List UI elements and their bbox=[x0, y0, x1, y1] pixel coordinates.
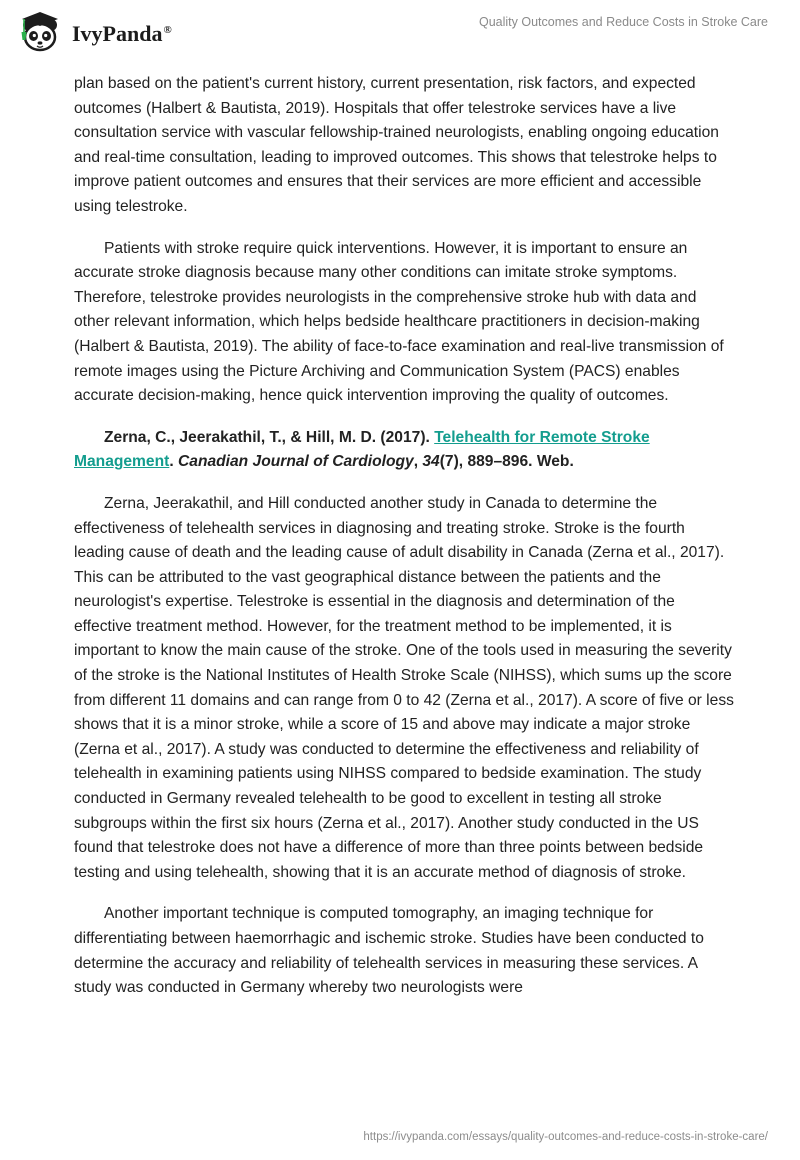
paragraph: Patients with stroke require quick interventions. However, it is important to ensure an accurate stroke diagnosis because many other conditions can imitate stroke symptoms. Therefore, telestroke provides neurologists in the comprehensive stroke hub with data and other relevant information, which helps bedside healthcare practitioners in decision-making (Halbert & Bautista, 2019). The ability of face-to-face examination and real-live transmission of remote images using the Picture Archiving and Communication System (PACS) enables accurate decision-making, hence quick intervention improving the quality of outcomes. bbox=[74, 239, 724, 405]
reference-pages: (7), 889–896. Web. bbox=[439, 453, 574, 471]
reference-authors: Zerna, C., Jeerakathil, T., & Hill, M. D. (2017). bbox=[104, 428, 430, 446]
page-header bbox=[0, 0, 800, 60]
reference-citation bbox=[74, 426, 734, 475]
reference-link[interactable]: Telehealth for Remote Stroke Management bbox=[74, 428, 650, 471]
paragraph: Another important technique is computed tomography, an imaging technique for differentiating between haemorrhagic and ischemic stroke. Studies have been conducted to determine the accuracy and reliability of telehealth services in measuring these services. A study was conducted in Germany whereby two neurologists were bbox=[74, 905, 704, 997]
registered-mark: ® bbox=[163, 23, 172, 36]
essay-body bbox=[74, 72, 734, 1018]
panda-graduate-icon bbox=[12, 8, 68, 56]
paragraph-continued: plan based on the patient's current history, current presentation, risk factors, and expected outcomes (Halbert & Bautista, 2019). Hospitals that offer telestroke services have a live consultation service with vascular fellowship-trained neurologists, enabling ongoing education and real-time consultation, leading to improved outcomes. This shows that telestroke helps to improve patient outcomes and ensures that their services are more efficient and accessible using telestroke. bbox=[74, 75, 719, 215]
source-url[interactable]: https://ivypanda.com/essays/quality-outcomes-and-reduce-costs-in-stroke-care/ bbox=[363, 1131, 768, 1143]
reference-journal: Canadian Journal of Cardiology bbox=[178, 453, 414, 471]
reference-separator: , bbox=[413, 453, 423, 471]
brand-name: IvyPanda® bbox=[72, 21, 172, 46]
reference-volume: 34 bbox=[422, 453, 440, 471]
document-title: Quality Outcomes and Reduce Costs in Stroke Care bbox=[478, 15, 768, 29]
paragraph: Zerna, Jeerakathil, and Hill conducted another study in Canada to determine the effectiveness of telehealth services in diagnosing and treating stroke. Stroke is the fourth leading cause of death and the leading cause of adult disability in Canada (Zerna et al., 2017). This can be attributed to the vast geographical distance between the patients and the neurologist's expertise. Telestroke is essential in the diagnosis and determination of the effective treatment method. However, for the treatment method to be implemented, it is important to know the main cause of the stroke. One of the tools used in measuring the severity of the stroke is the National Institutes of Health Stroke Scale (NIHSS), which sums up the score from different 11 domains and can range from 0 to 42 (Zerna et al., 2017). A score of five or less shows that it is a minor stroke, while a score of 15 and above may indicate a major stroke (Zerna et al., 2017). A study was conducted to determine the effectiveness and reliability of telehealth in examining patients using NIHSS compared to bedside examination. The study conducted in Germany revealed telehealth to be good to excellent in testing all stroke subgroups within the first six hours (Zerna et al., 2017). Another study conducted in the US found that telestroke does not have a difference of more than three points between bedside testing and using telehealth, showing that it is an accurate method of diagnosis of stroke. bbox=[74, 494, 734, 881]
brand-logo[interactable] bbox=[12, 8, 172, 56]
reference-punctuation: . bbox=[169, 453, 174, 471]
